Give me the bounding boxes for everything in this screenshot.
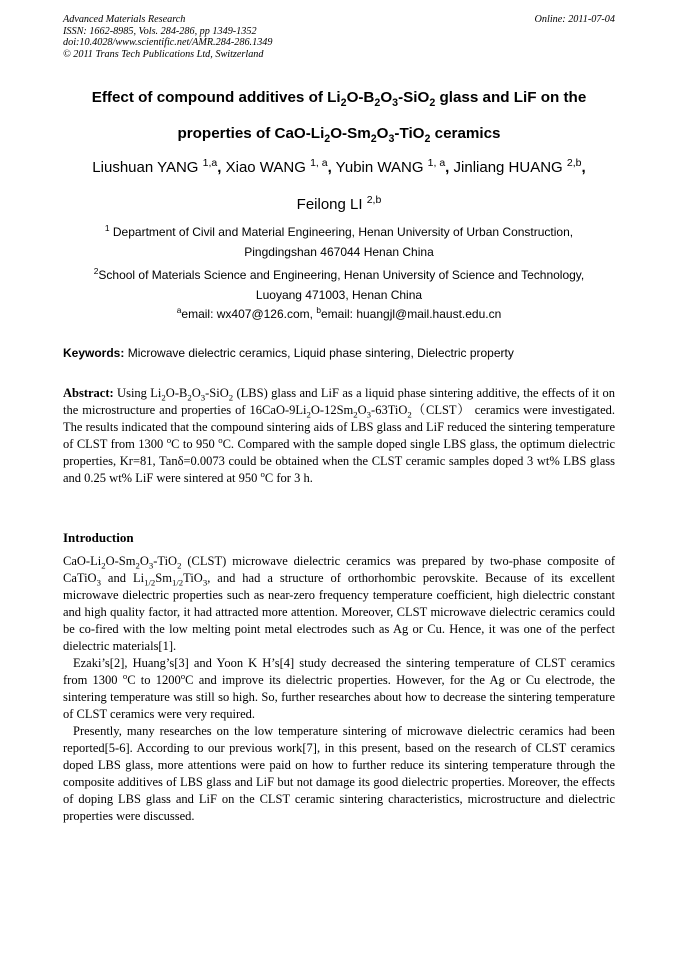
journal-header xyxy=(63,14,615,60)
intro-paragraph-2: Ezaki’s[2], Huang’s[3] and Yoon K H’s[4] study decreased the sintering temperature of CLST ceramics from 1300 $^o$C to 1200$^o$C and improve its dielectric properties. However, for the Ag or Cu electrode, the sintering temperature was still so high. So, further researches about how to decrease the sintering temperature of CLST ceramics were very required. xyxy=(63,656,615,721)
author-name: Feilong LI xyxy=(296,196,363,213)
doi-line: doi:10.4028/www.scientific.net/AMR.284-286.1349 xyxy=(63,37,273,49)
paper-title-line-2: properties of CaO-$Li_2O-Sm_2O_3-TiO_2$ ceramics xyxy=(177,125,501,146)
affiliation-1: $^1$ Department of Civil and Material Engineering, Henan University of Urban Construction, Pingdingshan 467044 Henan China xyxy=(104,223,574,259)
section-heading-introduction: Introduction xyxy=(63,530,134,545)
introduction-body xyxy=(63,553,615,825)
intro-paragraph-1: CaO-$Li_2O-Sm_2O_3-TiO_2$ (CLST) microwave dielectric ceramics was prepared by two-phase composite of CaTiO$_3$ and $Li_{1/2}Sm_{1/2}TiO_3$, and had a structure of orthorhombic perovskite. Because of its excellent microwave dielectric properties such as near-zero frequency temperature coefficient, high dielectric constant and high quality factor, it had attracted more attention. Moreover, CLST microwave dielectric ceramics could be co-fired with the low melting point metal electrodes such as Ag or Cu. Hence, it was one of the perfect dielectric materials[1]. xyxy=(63,554,615,653)
author-list-cont: Feilong LI $^{2,b}$ xyxy=(296,194,382,213)
abstract-label: Abstract: xyxy=(63,386,114,400)
author-name: Xiao WANG xyxy=(225,159,306,176)
issn-line: ISSN: 1662-8985, Vols. 284-286, pp 1349-1352 xyxy=(63,25,257,37)
paper-title-line-1: Effect of compound additives of $Li_2O-B_2O_3-SiO_2$ glass and LiF on the xyxy=(91,89,587,110)
abstract: Abstract: Using $Li_2O-B_2O_3-SiO_2$ (LBS) glass and LiF as a liquid phase sintering additive, the effects of it on the microstructure and properties of $16CaO-9Li_2O-12Sm_2O_3-63TiO_2(CLST)$ ceramics were investigated. The results indicated that the compound sintering aids of LBS glass and LiF reduced the sintering temperature of CLST from 1300 $^o$C to 950 $^o$C. Compared with the sample doped single LBS glass, the optimum dielectric properties, Kr=81, Tanδ=0.0073 could be obtained when the CLST ceramic samples doped 3 wt% LBS glass and 0.25 wt% LiF were sintered at 950 $^o$C for 3 h. xyxy=(63,386,615,485)
intro-paragraph-3: Presently, many researches on the low temperature sintering of microwave dielectric ceramics had been reported[5-6]. According to our previous work[7], in this present, based on the research of CLST ceramics doped LBS glass, more attentions were paid on how to further reduce its sintering temperature through the composite additives of LBS glass and LiF but not damage its good dielectric properties. Moreover, the effects of doping LBS glass and LiF on the CLST ceramic sintering characteristics, microstructure and dielectric properties were discussed. xyxy=(63,724,615,823)
author-name: Liushuan YANG xyxy=(92,159,199,176)
keywords-text: Microwave dielectric ceramics, Liquid phase sintering, Dielectric property xyxy=(124,346,514,360)
author-name: Jinliang HUANG xyxy=(453,159,563,176)
journal-name: Advanced Materials Research xyxy=(63,14,186,25)
keywords xyxy=(63,346,619,360)
keywords-label: Keywords: xyxy=(63,346,125,360)
author-name: Yubin WANG xyxy=(335,159,424,176)
author-emails: $^a$email: wx407@126.com, $^b$email: huangjl@mail.haust.edu.cn xyxy=(176,305,502,321)
affiliation-2: $^2$School of Materials Science and Engineering, Henan University of Science and Technology, Luoyang 471003, Henan China xyxy=(93,266,585,302)
online-date: Online: 2011-07-04 xyxy=(534,14,615,25)
copyright-line: © 2011 Trans Tech Publications Ltd, Switzerland xyxy=(63,48,264,60)
author-list: Liushuan YANG $^{1,a}$, Xiao WANG $^{1, a}$, Yubin WANG $^{1, a}$, Jinliang HUANG $^{2,b}$, xyxy=(92,157,586,176)
